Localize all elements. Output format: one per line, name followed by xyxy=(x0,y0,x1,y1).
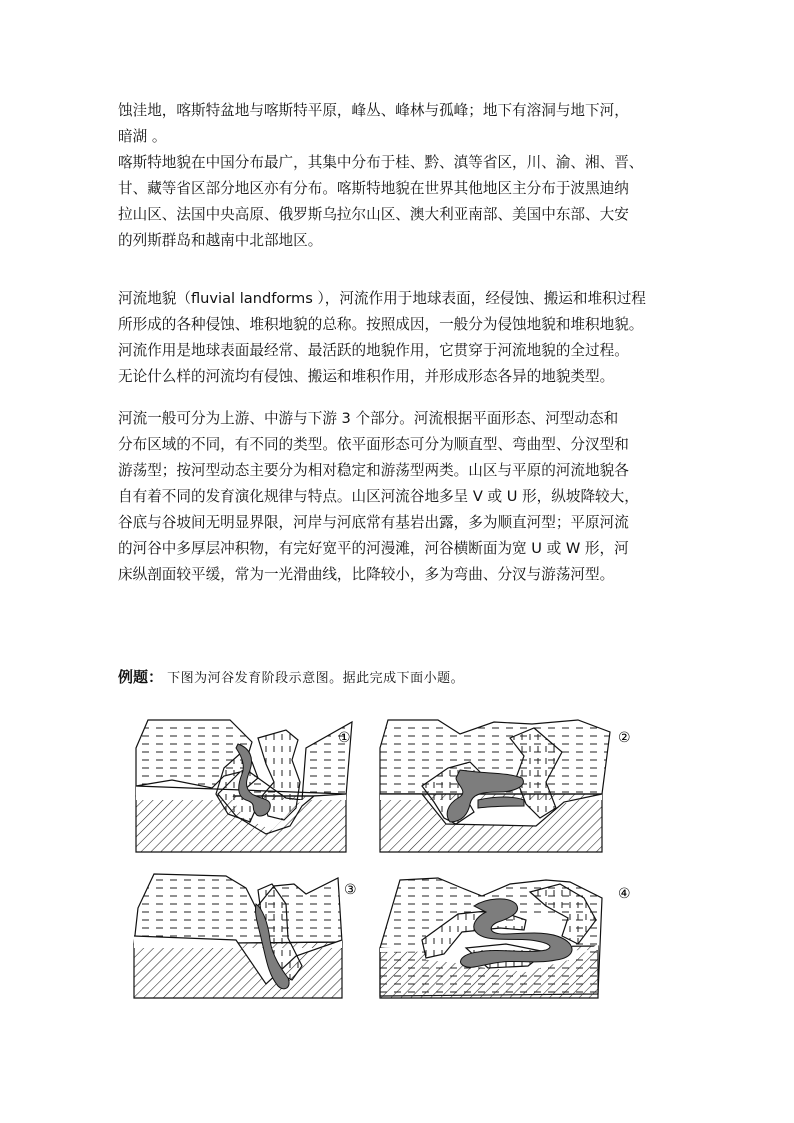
valley-stages-svg xyxy=(126,708,646,1008)
text-line: 河流地貌（fluvial landforms ），河流作用于地球表面，经侵蚀、搬运和堆积过程 xyxy=(118,290,646,307)
valley-stages-figure xyxy=(126,708,646,1008)
text-line: 喀斯特地貌在中国分布最广，其集中分布于桂、黔、滇等省区，川、渝、湘、晋、 xyxy=(118,154,644,171)
text-line: 的列斯群岛和越南中北部地区。 xyxy=(118,232,323,249)
text-line: 拉山区、法国中央高原、俄罗斯乌拉尔山区、澳大利亚南部、美国中东部、大安 xyxy=(118,206,629,223)
paragraph-karst-distribution xyxy=(118,150,688,254)
panel-2-number: ② xyxy=(618,730,631,746)
text-line: 所形成的各种侵蚀、堆积地貌的总称。按照成因，一般分为侵蚀地貌和堆积地貌。 xyxy=(118,316,644,333)
text-line: 无论什么样的河流均有侵蚀、搬运和堆积作用，并形成形态各异的地貌类型。 xyxy=(118,368,615,385)
text-line: 床纵剖面较平缓，常为一光滑曲线，比降较小，多为弯曲、分汊与游荡河型。 xyxy=(118,566,615,583)
panel-1-number: ① xyxy=(338,730,351,746)
example-label: 例题： xyxy=(118,668,164,686)
text-line: 河流作用是地球表面最经常、最活跃的地貌作用，它贯穿于河流地貌的全过程。 xyxy=(118,342,629,359)
text-line: 的河谷中多厚层冲积物，有完好宽平的河漫滩，河谷横断面为宽 U 或 W 形，河 xyxy=(118,540,629,557)
text-line: 蚀洼地，喀斯特盆地与喀斯特平原，峰丛、峰林与孤峰；地下有溶洞与地下河， xyxy=(118,102,629,119)
text-line: 谷底与谷坡间无明显界限，河岸与河底常有基岩出露，多为顺直河型；平原河流 xyxy=(118,514,629,531)
example-text: 下图为河谷发育阶段示意图。据此完成下面小题。 xyxy=(167,671,465,686)
panel-4-number: ④ xyxy=(618,886,631,902)
text-line: 暗湖 。 xyxy=(118,128,167,145)
text-line: 分布区域的不同，有不同的类型。依平面形态可分为顺直型、弯曲型、分汊型和 xyxy=(118,436,629,453)
panel-1-diagram xyxy=(136,720,352,852)
paragraph-karst-forms xyxy=(118,98,688,150)
text-line: 游荡型；按河型动态主要分为相对稳定和游荡型两类。山区与平原的河流地貌各 xyxy=(118,462,629,479)
panel-3-diagram xyxy=(134,874,357,998)
panel-2-diagram xyxy=(380,720,631,852)
paragraph-river-types xyxy=(118,406,688,588)
text-line: 河流一般可分为上游、中游与下游 3 个部分。河流根据平面形态、河型动态和 xyxy=(118,410,619,427)
text-line: 自有着不同的发育演化规律与特点。山区河流谷地多呈 V 或 U 形，纵坡降较大， xyxy=(118,488,639,505)
paragraph-fluvial-definition xyxy=(118,286,688,390)
example-question xyxy=(118,666,464,687)
panel-3-number: ③ xyxy=(344,882,357,898)
panel-4-diagram xyxy=(380,878,631,998)
text-line: 甘、藏等省区部分地区亦有分布。喀斯特地貌在世界其他地区主分布于波黑迪纳 xyxy=(118,180,629,197)
